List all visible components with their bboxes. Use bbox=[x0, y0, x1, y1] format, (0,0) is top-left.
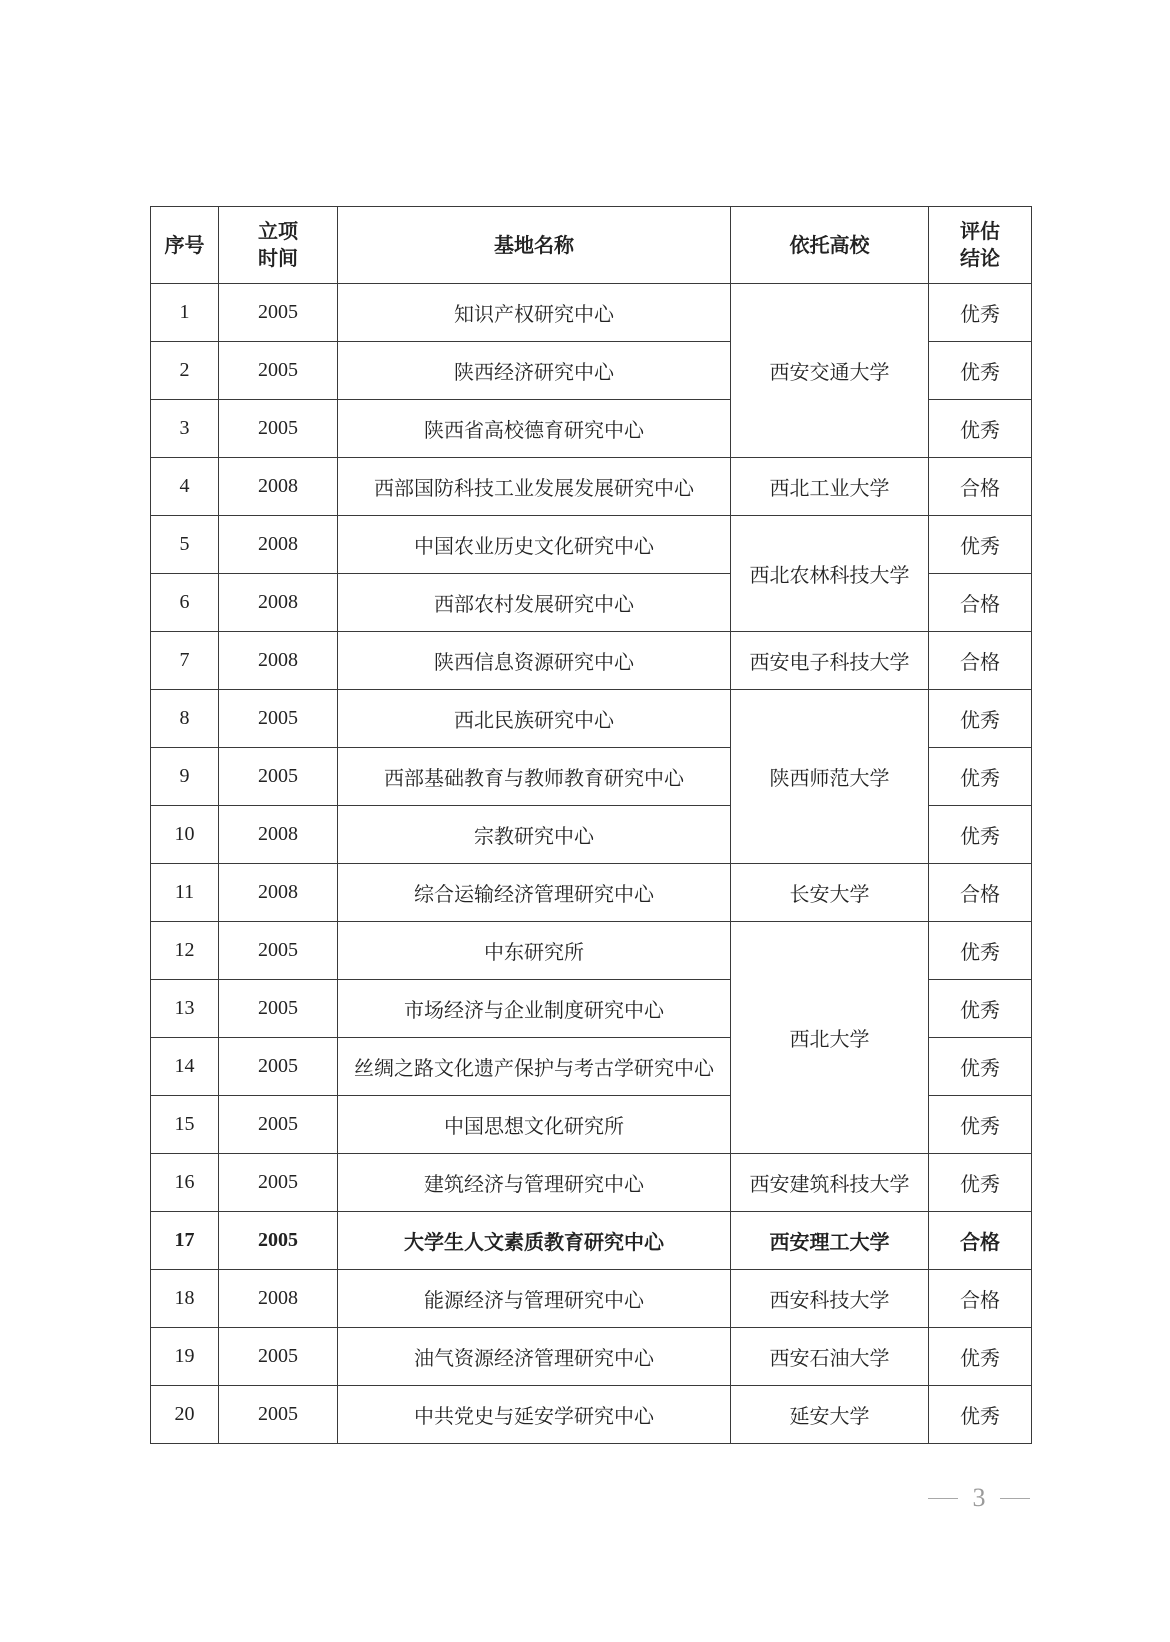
row-university: 西北农林科技大学 bbox=[731, 516, 929, 632]
row-index: 1 bbox=[151, 284, 219, 342]
row-base-name: 能源经济与管理研究中心 bbox=[338, 1270, 731, 1328]
row-year: 2005 bbox=[219, 1328, 338, 1386]
row-index: 8 bbox=[151, 690, 219, 748]
row-university: 西安建筑科技大学 bbox=[731, 1154, 929, 1212]
row-conclusion: 优秀 bbox=[929, 400, 1032, 458]
row-year: 2008 bbox=[219, 516, 338, 574]
row-conclusion: 优秀 bbox=[929, 690, 1032, 748]
row-index: 20 bbox=[151, 1386, 219, 1444]
row-conclusion: 优秀 bbox=[929, 980, 1032, 1038]
row-index: 18 bbox=[151, 1270, 219, 1328]
table-row bbox=[151, 1386, 1032, 1444]
row-base-name: 中国思想文化研究所 bbox=[338, 1096, 731, 1154]
row-year: 2005 bbox=[219, 1038, 338, 1096]
row-year: 2008 bbox=[219, 574, 338, 632]
row-base-name: 中东研究所 bbox=[338, 922, 731, 980]
row-university: 西安科技大学 bbox=[731, 1270, 929, 1328]
row-conclusion: 合格 bbox=[929, 574, 1032, 632]
row-conclusion: 优秀 bbox=[929, 284, 1032, 342]
row-conclusion: 合格 bbox=[929, 864, 1032, 922]
row-year: 2008 bbox=[219, 632, 338, 690]
row-index: 3 bbox=[151, 400, 219, 458]
header-year bbox=[219, 207, 338, 284]
row-year: 2005 bbox=[219, 1386, 338, 1444]
row-index: 4 bbox=[151, 458, 219, 516]
header-conclusion-line1: 评估 bbox=[960, 219, 1000, 243]
table-row bbox=[151, 864, 1032, 922]
row-university: 西安石油大学 bbox=[731, 1328, 929, 1386]
page-number-right-dash bbox=[1000, 1498, 1030, 1499]
row-index: 5 bbox=[151, 516, 219, 574]
row-conclusion: 合格 bbox=[929, 458, 1032, 516]
row-base-name: 陕西省高校德育研究中心 bbox=[338, 400, 731, 458]
row-index: 11 bbox=[151, 864, 219, 922]
row-university: 延安大学 bbox=[731, 1386, 929, 1444]
row-year: 2008 bbox=[219, 806, 338, 864]
row-index: 2 bbox=[151, 342, 219, 400]
table-row bbox=[151, 690, 1032, 748]
row-conclusion: 优秀 bbox=[929, 1386, 1032, 1444]
row-year: 2005 bbox=[219, 342, 338, 400]
row-conclusion: 优秀 bbox=[929, 1328, 1032, 1386]
row-base-name: 陕西信息资源研究中心 bbox=[338, 632, 731, 690]
header-year-line2: 时间 bbox=[258, 246, 298, 270]
row-year: 2005 bbox=[219, 1212, 338, 1270]
page-number-left-dash bbox=[928, 1498, 958, 1499]
table-row bbox=[151, 458, 1032, 516]
row-base-name: 建筑经济与管理研究中心 bbox=[338, 1154, 731, 1212]
row-base-name: 大学生人文素质教育研究中心 bbox=[338, 1212, 731, 1270]
row-year: 2005 bbox=[219, 690, 338, 748]
header-index: 序号 bbox=[151, 207, 219, 284]
row-year: 2005 bbox=[219, 980, 338, 1038]
row-university: 西安电子科技大学 bbox=[731, 632, 929, 690]
row-index: 14 bbox=[151, 1038, 219, 1096]
row-base-name: 中共党史与延安学研究中心 bbox=[338, 1386, 731, 1444]
row-university: 西北大学 bbox=[731, 922, 929, 1154]
table-row bbox=[151, 1328, 1032, 1386]
row-year: 2005 bbox=[219, 400, 338, 458]
row-base-name: 西部农村发展研究中心 bbox=[338, 574, 731, 632]
table-header-row bbox=[151, 207, 1032, 284]
row-conclusion: 优秀 bbox=[929, 806, 1032, 864]
header-university: 依托高校 bbox=[731, 207, 929, 284]
row-university: 长安大学 bbox=[731, 864, 929, 922]
row-conclusion: 合格 bbox=[929, 1270, 1032, 1328]
row-base-name: 西部国防科技工业发展发展研究中心 bbox=[338, 458, 731, 516]
row-index: 12 bbox=[151, 922, 219, 980]
row-year: 2005 bbox=[219, 922, 338, 980]
row-index: 16 bbox=[151, 1154, 219, 1212]
row-university: 陕西师范大学 bbox=[731, 690, 929, 864]
row-university: 西安理工大学 bbox=[731, 1212, 929, 1270]
row-conclusion: 优秀 bbox=[929, 1096, 1032, 1154]
row-base-name: 油气资源经济管理研究中心 bbox=[338, 1328, 731, 1386]
row-base-name: 陕西经济研究中心 bbox=[338, 342, 731, 400]
row-index: 15 bbox=[151, 1096, 219, 1154]
table-row bbox=[151, 284, 1032, 342]
row-index: 6 bbox=[151, 574, 219, 632]
row-index: 7 bbox=[151, 632, 219, 690]
row-conclusion: 优秀 bbox=[929, 516, 1032, 574]
table-row bbox=[151, 632, 1032, 690]
page-number bbox=[928, 1483, 1030, 1513]
row-year: 2005 bbox=[219, 748, 338, 806]
row-index: 17 bbox=[151, 1212, 219, 1270]
row-base-name: 知识产权研究中心 bbox=[338, 284, 731, 342]
table-row bbox=[151, 1212, 1032, 1270]
row-index: 19 bbox=[151, 1328, 219, 1386]
row-base-name: 西部基础教育与教师教育研究中心 bbox=[338, 748, 731, 806]
table-row bbox=[151, 922, 1032, 980]
header-conclusion-line2: 结论 bbox=[960, 246, 1000, 270]
header-conclusion bbox=[929, 207, 1032, 284]
row-conclusion: 优秀 bbox=[929, 1154, 1032, 1212]
table-row bbox=[151, 1270, 1032, 1328]
page-number-value: 3 bbox=[972, 1483, 986, 1512]
header-base-name: 基地名称 bbox=[338, 207, 731, 284]
row-base-name: 丝绸之路文化遗产保护与考古学研究中心 bbox=[338, 1038, 731, 1096]
row-base-name: 西北民族研究中心 bbox=[338, 690, 731, 748]
row-year: 2008 bbox=[219, 1270, 338, 1328]
row-index: 13 bbox=[151, 980, 219, 1038]
row-base-name: 市场经济与企业制度研究中心 bbox=[338, 980, 731, 1038]
table-row bbox=[151, 1154, 1032, 1212]
row-year: 2008 bbox=[219, 458, 338, 516]
evaluation-table bbox=[150, 206, 1032, 1444]
table-row bbox=[151, 516, 1032, 574]
row-conclusion: 优秀 bbox=[929, 1038, 1032, 1096]
row-conclusion: 合格 bbox=[929, 632, 1032, 690]
row-university: 西安交通大学 bbox=[731, 284, 929, 458]
row-year: 2005 bbox=[219, 1154, 338, 1212]
row-conclusion: 合格 bbox=[929, 1212, 1032, 1270]
header-year-line1: 立项 bbox=[258, 219, 298, 243]
row-base-name: 宗教研究中心 bbox=[338, 806, 731, 864]
row-year: 2008 bbox=[219, 864, 338, 922]
row-conclusion: 优秀 bbox=[929, 748, 1032, 806]
row-conclusion: 优秀 bbox=[929, 922, 1032, 980]
row-base-name: 综合运输经济管理研究中心 bbox=[338, 864, 731, 922]
row-index: 10 bbox=[151, 806, 219, 864]
row-year: 2005 bbox=[219, 1096, 338, 1154]
row-year: 2005 bbox=[219, 284, 338, 342]
row-university: 西北工业大学 bbox=[731, 458, 929, 516]
row-base-name: 中国农业历史文化研究中心 bbox=[338, 516, 731, 574]
row-index: 9 bbox=[151, 748, 219, 806]
row-conclusion: 优秀 bbox=[929, 342, 1032, 400]
